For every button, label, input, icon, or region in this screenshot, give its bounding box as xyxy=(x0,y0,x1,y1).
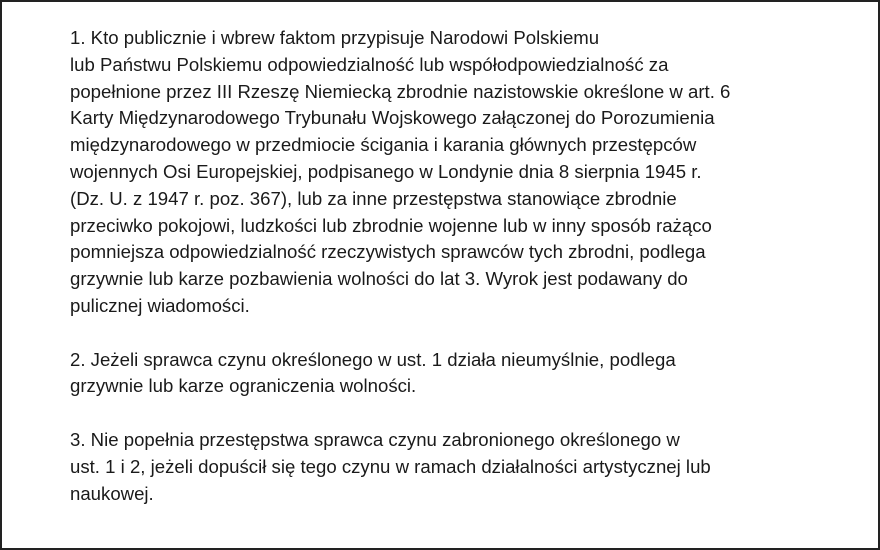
text-line: pomniejsza odpowiedzialność rzeczywistych sprawców tych zbrodni, podlega xyxy=(70,241,706,263)
text-line: naukowej. xyxy=(70,482,154,504)
paragraph-1 xyxy=(70,25,860,320)
text-line: 2. Jeżeli sprawca czynu określonego w ust. 1 działa nieumyślnie, podlega xyxy=(70,348,676,370)
text-line: lub Państwu Polskiemu odpowiedzialność lub współodpowiedzialność za xyxy=(70,53,669,75)
text-line: ust. 1 i 2, jeżeli dopuścił się tego czynu w ramach działalności artystycznej lub xyxy=(70,455,711,477)
paragraph-2 xyxy=(70,347,860,401)
text-line: Karty Międzynarodowego Trybunału Wojskowego załączonej do Porozumienia xyxy=(70,107,715,129)
text-line: grzywnie lub karze pozbawienia wolności do lat 3. Wyrok jest podawany do xyxy=(70,268,688,290)
text-line: 1. Kto publicznie i wbrew faktom przypisuje Narodowi Polskiemu xyxy=(70,27,600,48)
text-line: grzywnie lub karze ograniczenia wolności. xyxy=(70,375,417,397)
text-line: (Dz. U. z 1947 r. poz. 367), lub za inne przestępstwa stanowiące zbrodnie xyxy=(70,187,677,209)
text-line: popełnione przez III Rzeszę Niemiecką zbrodnie nazistowskie określone w art. 6 xyxy=(70,80,731,102)
legal-text-body xyxy=(70,25,860,534)
text-line: przeciwko pokojowi, ludzkości lub zbrodnie wojenne lub w inny sposób rażąco xyxy=(70,214,712,236)
paragraph-3 xyxy=(70,427,860,507)
text-line: wojennych Osi Europejskiej, podpisanego w Londynie dnia 8 sierpnia 1945 r. xyxy=(70,160,702,182)
text-line: pulicznej wiadomości. xyxy=(70,294,250,316)
text-line: międzynarodowego w przedmiocie ścigania i karania głównych przestępców xyxy=(70,134,697,156)
text-line: 3. Nie popełnia przestępstwa sprawca czynu zabronionego określonego w xyxy=(70,428,680,450)
